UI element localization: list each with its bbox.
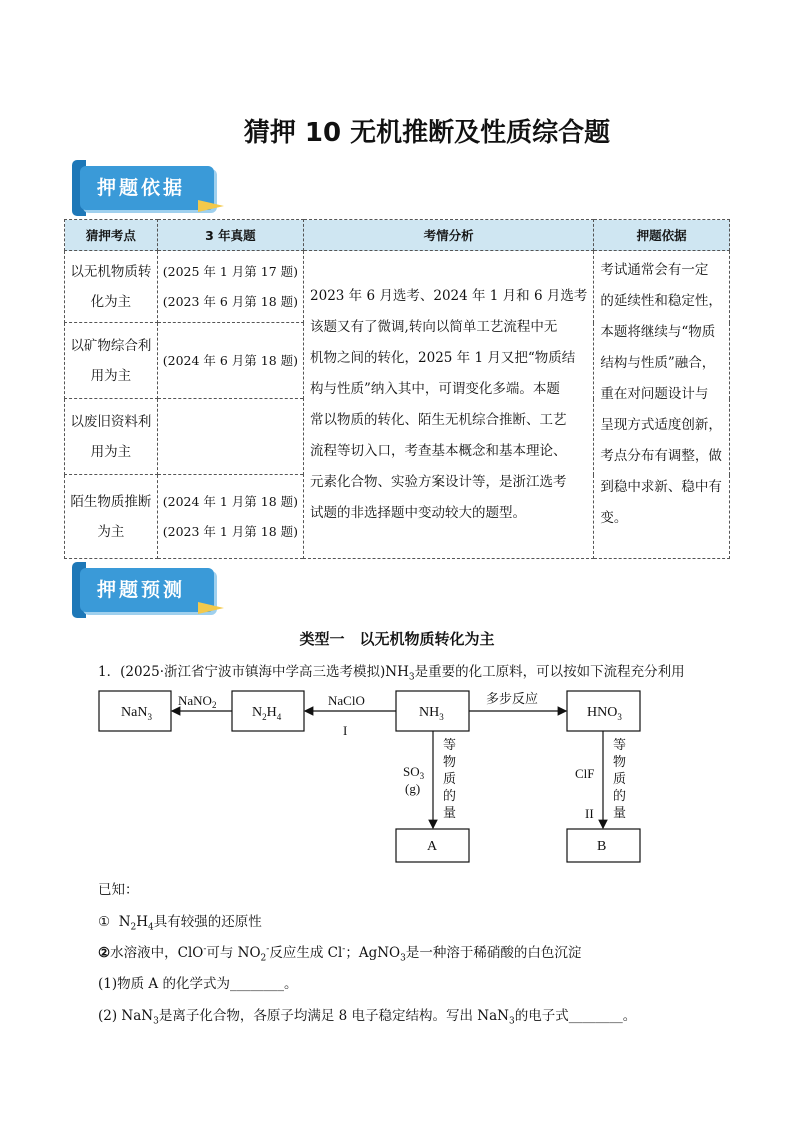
known-item-2: ②水溶液中，ClO-可与 $NO_2^-$反应生成 Cl-；AgNO$_3$是一种溶于稀硝酸的白色沉淀 [98, 944, 582, 964]
svg-text:等: 等 [443, 738, 457, 753]
question-stem [98, 660, 685, 683]
analysis-line: 元素化合物、实验方案设计等，是浙江选考 [310, 473, 567, 490]
label-SO3: $SO_3$ [403, 764, 425, 781]
banner-prediction [72, 562, 226, 620]
question-prefix: 1．(2025·浙江省宁波市镇海中学高三选考模拟)NH [98, 664, 409, 680]
label-equal-left [443, 738, 456, 821]
label-NaNO2: NaNO$_2$ [178, 693, 217, 710]
q1-blank[interactable]: ________ [229, 976, 284, 992]
exams-cell [157, 323, 303, 399]
item2-d: ；AgNO [345, 945, 401, 961]
table-header-row [65, 220, 730, 251]
header-analysis: 考情分析 [304, 220, 594, 251]
svg-text:物: 物 [443, 755, 457, 770]
exam-line: (2024 年 1 月第 18 题) [162, 493, 299, 509]
svg-text:的: 的 [613, 789, 627, 804]
point-line: 以废旧资料利 [70, 413, 152, 430]
box-A [396, 829, 469, 862]
header-basis: 押题依据 [594, 220, 730, 251]
basis-line: 重在对问题设计与 [600, 386, 709, 402]
analysis-line: 机物之间的转化，2025 年 1 月又把“物质结 [310, 349, 576, 366]
point-line: 陌生物质推断 [70, 493, 152, 510]
q1-text: (1)物质 A 的化学式为 [98, 976, 230, 992]
q1-end: 。 [283, 976, 298, 992]
sub-3: 3 [408, 672, 415, 683]
label-HNO3: $HNO_3$ [587, 705, 622, 722]
point-line: 以矿物综合利 [70, 337, 152, 354]
item2-a: 水溶液中，ClO [110, 945, 204, 961]
label-ClF: ClF [575, 766, 595, 781]
header-exams: 3 年真题 [157, 220, 303, 251]
label-NaN3: NaN$_3$ [121, 705, 152, 722]
box-NaN3 [99, 691, 171, 731]
svg-text:物: 物 [613, 755, 627, 770]
basis-line: 变。 [600, 510, 628, 526]
label-step-II: II [585, 806, 594, 821]
analysis-line: 2023 年 6 月选考、2024 年 1 月和 6 月选考 [310, 287, 588, 304]
question-2: (2) NaN$_3$是离子化合物，各原子均满足 8 电子稳定结构。写出 NaN$_3$的电子式________。 [98, 1008, 637, 1027]
box-B [567, 829, 640, 862]
analysis-line: 试题的非选择题中变动较大的题型。 [310, 504, 527, 521]
basis-line: 本题将继续与“物质 [600, 324, 716, 340]
q2-c: 的电子式 [514, 1008, 569, 1024]
exam-line: (2025 年 1 月第 17 题) [162, 263, 299, 279]
table-row [65, 251, 730, 323]
known-item-1: ① $N_2H_4$具有较强的还原性 [98, 914, 262, 933]
svg-text:量: 量 [443, 806, 457, 821]
banner-basis [72, 160, 226, 218]
point-cell [65, 251, 158, 323]
label-step-I: I [343, 723, 348, 738]
q2-a: (2) NaN [98, 1008, 154, 1024]
q2-end: 。 [622, 1008, 637, 1024]
label-B: B [597, 839, 607, 854]
analysis-line: 常以物质的转化、陌生无机综合推断、工艺 [310, 411, 567, 428]
label-gas: (g) [405, 781, 421, 796]
label-NaClO: NaClO [328, 693, 365, 708]
point-cell [65, 399, 158, 475]
label-multistep: 多步反应 [486, 692, 539, 707]
label-NH3: $NH_3$ [419, 705, 444, 722]
label-equal-right [613, 738, 626, 821]
item2-e: 是一种溶于稀硝酸的白色沉淀 [405, 945, 582, 961]
section-title: 类型一 以无机物质转化为主 [299, 630, 495, 648]
exam-line: (2024 年 6 月第 18 题) [162, 352, 299, 368]
basis-line: 结构与性质”融合， [600, 355, 716, 371]
point-line: 用为主 [90, 367, 132, 384]
exams-cell [157, 399, 303, 475]
item-num: ② [98, 945, 111, 961]
box-N2H4 [232, 691, 304, 731]
basis-line: 呈现方式适度创新， [600, 417, 722, 433]
exam-line: (2023 年 1 月第 18 题) [162, 523, 299, 539]
item2-b: 可与 NO [206, 945, 261, 961]
label-N2H4: $N_2H_4$ [252, 705, 282, 722]
exam-line: (2023 年 6 月第 18 题) [162, 293, 299, 309]
header-point: 猜押考点 [65, 220, 158, 251]
item-num: ① [98, 914, 111, 930]
basis-cell [594, 251, 730, 559]
point-line: 化为主 [90, 293, 132, 310]
banner-label: 押题预测 [96, 579, 185, 601]
q2-blank[interactable]: ________ [568, 1008, 623, 1024]
point-cell [65, 323, 158, 399]
basis-line: 考点分布有调整，做 [600, 448, 722, 464]
exams-cell [157, 475, 303, 559]
item2-c: 反应生成 Cl [269, 945, 343, 961]
box-NH3 [396, 691, 469, 731]
q2-b: 是离子化合物，各原子均满足 8 电子稳定结构。写出 NaN [158, 1008, 509, 1024]
label-A: A [427, 839, 438, 854]
analysis-line: 流程等切入口，考查基本概念和基本理论、 [310, 442, 567, 459]
analysis-cell [304, 251, 594, 559]
point-line: 为主 [97, 523, 125, 540]
item1-c: 具有较强的还原性 [153, 914, 262, 930]
basis-line: 的延续性和稳定性， [600, 293, 722, 309]
basis-line: 考试通常会有一定 [600, 262, 709, 278]
item1-b: H [136, 914, 149, 930]
basis-table [64, 219, 730, 559]
pencil-icon [198, 200, 224, 212]
box-HNO3 [567, 691, 640, 731]
known-label: 已知： [98, 882, 139, 898]
basis-line: 到稳中求新、稳中有 [600, 479, 722, 495]
svg-text:量: 量 [613, 806, 627, 821]
banner-label: 押题依据 [96, 177, 185, 199]
page-title [0, 112, 794, 149]
exams-cell [157, 251, 303, 323]
analysis-line: 该题又有了微调,转向以简单工艺流程中无 [310, 318, 558, 335]
pencil-icon [198, 602, 224, 614]
point-cell [65, 475, 158, 559]
page-title-text: 猜押 10 无机推断及性质综合题 [243, 118, 611, 148]
svg-text:的: 的 [443, 789, 457, 804]
point-line: 以无机物质转 [70, 263, 152, 280]
svg-text:等: 等 [613, 738, 627, 753]
analysis-line: 构与性质”纳入其中，可谓变化多端。本题 [310, 380, 560, 397]
question-1 [98, 972, 297, 992]
svg-text:质: 质 [613, 772, 627, 787]
point-line: 用为主 [90, 443, 132, 460]
item1-a: N [118, 914, 131, 930]
question-suffix: 是重要的化工原料，可以按如下流程充分利用 [414, 664, 685, 680]
svg-text:质: 质 [443, 772, 457, 787]
